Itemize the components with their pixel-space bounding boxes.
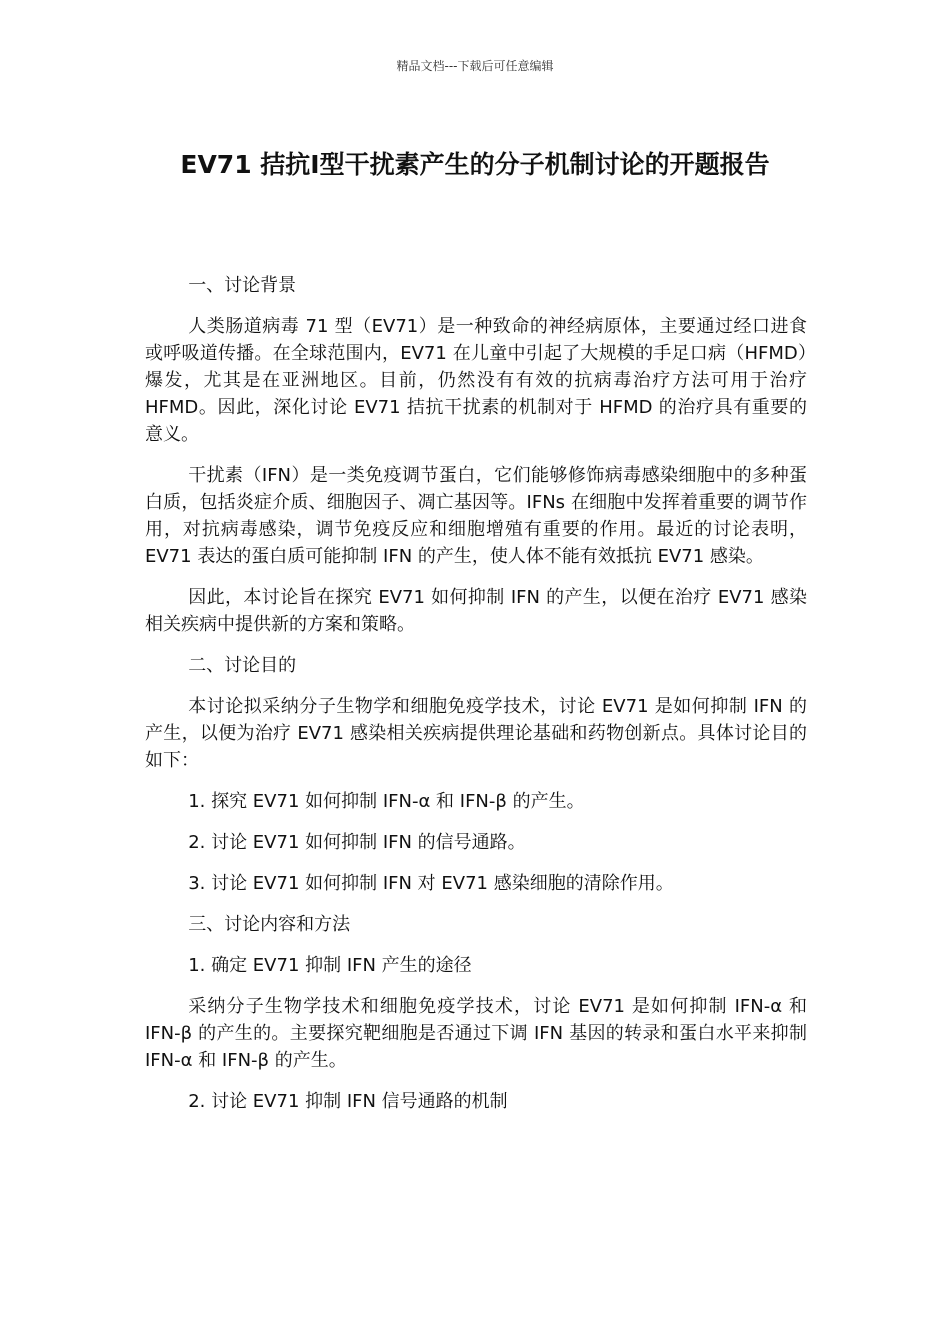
purpose-list-item-1: 1. 探究 EV71 如何抑制 IFN-α 和 IFN-β 的产生。 bbox=[188, 791, 585, 812]
paragraph-purpose-1: 本讨论拟采纳分子生物学和细胞免疫学技术，讨论 EV71 是如何抑制 IFN 的产生，以便为治疗 EV71 感染相关疾病提供理论基础和药物创新点。具体讨论目的如下： bbox=[145, 696, 807, 771]
purpose-list-item-3: 3. 讨论 EV71 如何抑制 IFN 对 EV71 感染细胞的清除作用。 bbox=[188, 873, 674, 894]
document-title: EV71 拮抗Ⅰ型干扰素产生的分子机制讨论的开题报告 bbox=[180, 150, 770, 179]
document-body bbox=[145, 272, 807, 1129]
methods-list-item-2: 2. 讨论 EV71 抑制 IFN 信号通路的机制 bbox=[188, 1091, 508, 1112]
section-heading-methods: 三、讨论内容和方法 bbox=[188, 914, 351, 935]
paragraph-background-3: 因此，本讨论旨在探究 EV71 如何抑制 IFN 的产生，以便在治疗 EV71 感染相关疾病中提供新的方案和策略。 bbox=[145, 587, 807, 635]
paragraph-methods-1: 采纳分子生物学技术和细胞免疫学技术，讨论 EV71 是如何抑制 IFN-α 和 IFN-β 的产生的。主要探究靶细胞是否通过下调 IFN 基因的转录和蛋白水平来抑制 IFN-α 和 IFN-β 的产生。 bbox=[145, 996, 807, 1071]
paragraph-background-2: 干扰素（IFN）是一类免疫调节蛋白，它们能够修饰病毒感染细胞中的多种蛋白质，包括炎症介质、细胞因子、凋亡基因等。IFNs 在细胞中发挥着重要的调节作用，对抗病毒感染，调节免疫反应和细胞增殖有重要的作用。最近的讨论表明，EV71 表达的蛋白质可能抑制 IFN 的产生，使人体不能有效抵抗 EV71 感染。 bbox=[145, 465, 807, 567]
section-heading-purpose: 二、讨论目的 bbox=[188, 655, 297, 676]
methods-list-item-1: 1. 确定 EV71 抑制 IFN 产生的途径 bbox=[188, 955, 472, 976]
page-header: 精品文档---下载后可任意编辑 bbox=[396, 59, 554, 73]
paragraph-background-1: 人类肠道病毒 71 型（EV71）是一种致命的神经病原体，主要通过经口进食或呼吸道传播。在全球范围内，EV71 在儿童中引起了大规模的手足口病（HFMD）爆发，尤其是在亚洲地区。目前，仍然没有有效的抗病毒治疗方法可用于治疗 HFMD。因此，深化讨论 EV71 拮抗干扰素的机制对于 HFMD 的治疗具有重要的意义。 bbox=[145, 316, 807, 445]
section-heading-background: 一、讨论背景 bbox=[188, 275, 297, 296]
purpose-list-item-2: 2. 讨论 EV71 如何抑制 IFN 的信号通路。 bbox=[188, 832, 526, 853]
